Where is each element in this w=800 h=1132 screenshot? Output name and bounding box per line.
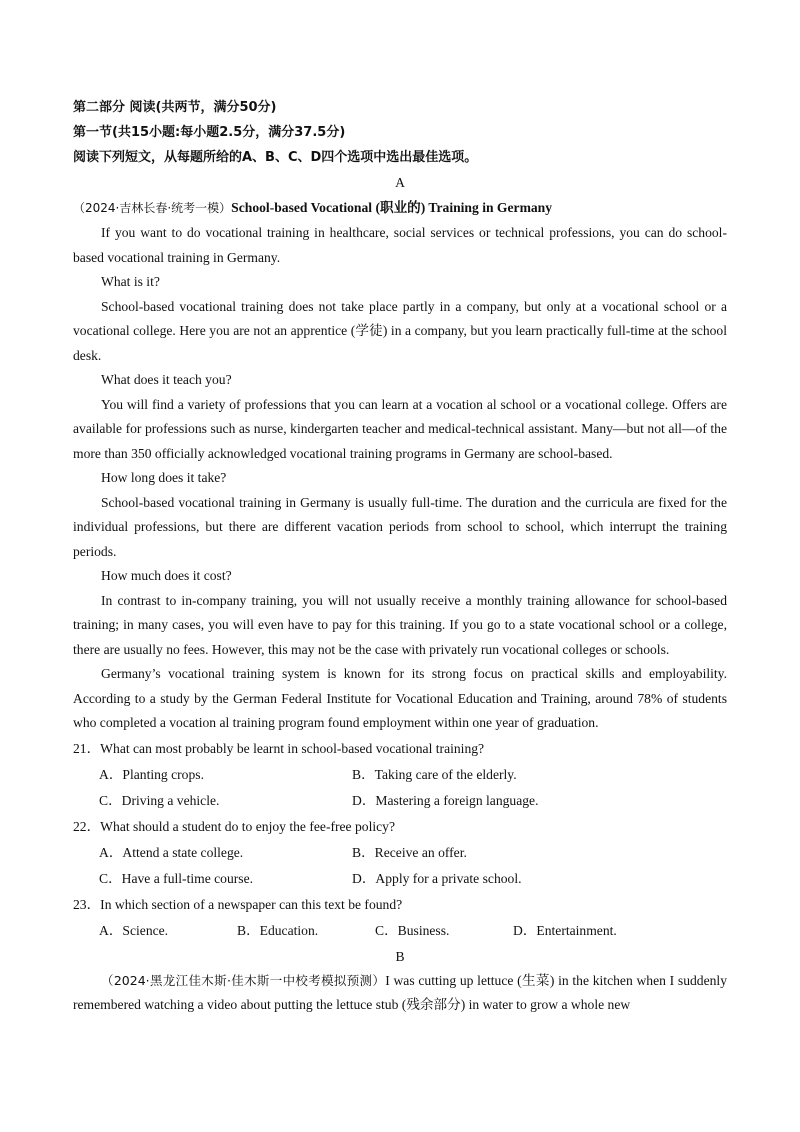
question-stem: 21．What can most probably be learnt in school-based vocational training?	[73, 740, 485, 756]
option-d[interactable]: D．Entertainment.	[513, 922, 617, 938]
option-b[interactable]: B．Taking care of the elderly.	[352, 766, 517, 782]
question-stem: 23．In which section of a newspaper can this text be found?	[73, 896, 403, 912]
paragraph: In contrast to in-company training, you will not usually receive a monthly training allowance for school-based training; in many cases, you will even have to pay for this training. If you go to a state vocational school or a college, there are usually no fees. However, this may not be the case with privately run vocational colleges or schools.	[73, 592, 727, 657]
passage-a-title-line	[73, 195, 727, 221]
passage-b-label: B	[395, 948, 405, 964]
option-d[interactable]: D．Mastering a foreign language.	[352, 792, 539, 808]
option-a[interactable]: A．Planting crops.	[99, 766, 204, 782]
option-b[interactable]: B．Education.	[237, 922, 319, 938]
passage-b-paragraph	[73, 969, 727, 1018]
question-23	[73, 892, 727, 944]
paragraph: You will find a variety of professions that you can learn at a vocation al school or a vocational college. Offers are available for professions such as nurse, kindergarten teacher and medical-technical assistant. Many—but not all—of the more than 350 officially acknowledged vocational training programs in Germany are school-based.	[73, 396, 727, 461]
option-a[interactable]: A．Science.	[99, 922, 169, 938]
subsection-heading: 第一节(共15小题:每小题2.5分，满分37.5分)	[73, 125, 346, 140]
option-b[interactable]: B．Receive an offer.	[352, 844, 467, 860]
paragraph-heading: How much does it cost?	[101, 568, 232, 583]
option-c[interactable]: C．Have a full-time course.	[99, 870, 254, 886]
passage-a-source: （2024·吉林长春·统考一模）	[73, 201, 232, 215]
instructions: 阅读下列短文，从每题所给的A、B、C、D四个选项中选出最佳选项。	[73, 150, 478, 165]
paragraph-heading: How long does it take?	[101, 470, 227, 485]
passage-a-title: School-based Vocational (职业的) Training in Germany	[231, 200, 553, 215]
paragraph: If you want to do vocational training in healthcare, social services or technical professions, you can do school-based vocational training in Germany.	[73, 225, 727, 265]
question-22	[73, 814, 727, 892]
paragraph-heading: What is it?	[101, 274, 160, 289]
option-c[interactable]: C．Driving a vehicle.	[99, 792, 220, 808]
paragraph: School-based vocational training does not take place partly in a company, but only at a vocational school or a vocational college. Here you are not an apprentice (学徒) in a company, but you learn practically full-time at the school desk.	[73, 298, 727, 363]
passage-a-label: A	[395, 175, 405, 190]
passage-b-source: （2024·黑龙江佳木斯·佳木斯一中校考模拟预测）	[101, 972, 386, 988]
question-21	[73, 736, 727, 814]
paragraph-heading: What does it teach you?	[101, 372, 232, 387]
question-stem: 22．What should a student do to enjoy the fee-free policy?	[73, 818, 395, 834]
passage-b-text: I was cutting up lettuce (生菜) in the kitchen when I suddenly remembered watching a video about putting the lettuce stub (残余部分) in water to grow a whole new	[73, 972, 727, 1012]
section-heading: 第二部分 阅读(共两节，满分50分)	[73, 100, 277, 115]
paragraph: Germany’s vocational training system is known for its strong focus on practical skills and employability. According to a study by the German Federal Institute for Vocational Education and Training, around 78% of students who completed a vocation al training program found employment within one year of graduation.	[73, 666, 727, 730]
option-a[interactable]: A．Attend a state college.	[99, 844, 244, 860]
option-d[interactable]: D．Apply for a private school.	[352, 870, 522, 886]
option-c[interactable]: C．Business.	[375, 922, 450, 938]
paragraph: School-based vocational training in Germany is usually full-time. The duration and the curricula are fixed for the individual professions, but there are different vacation periods from school to school, which interrupt the training periods.	[73, 494, 727, 559]
exam-page	[73, 95, 727, 1018]
